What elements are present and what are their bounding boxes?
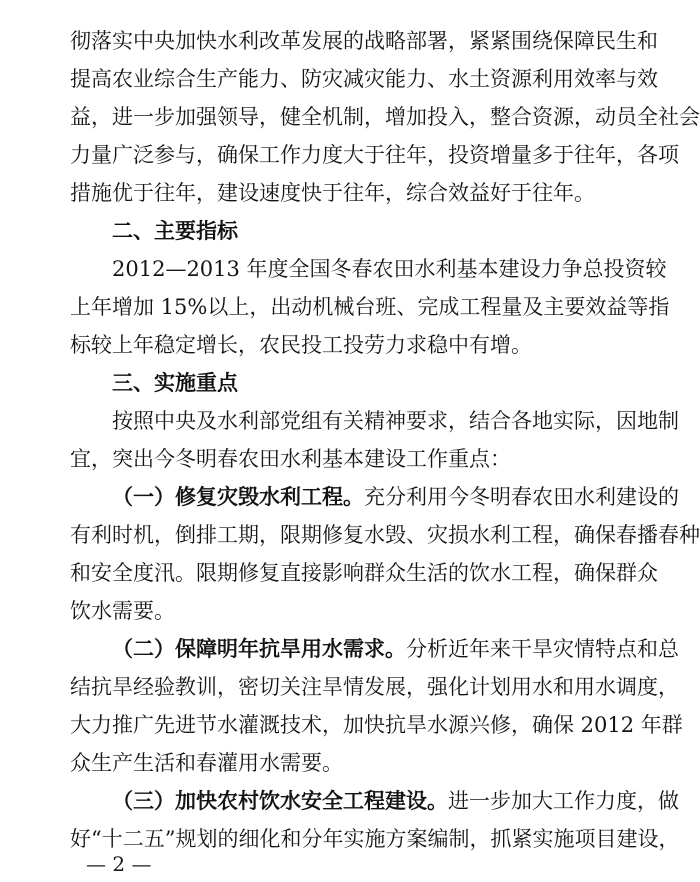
section-heading: 二、主要指标 (112, 219, 238, 243)
paragraph-line: 按照中央及水利部党组有关精神要求，结合各地实际，因地制 (112, 409, 679, 433)
item-title: （一）修复灾毁水利工程。 (112, 485, 364, 509)
item-first-line (112, 636, 679, 662)
page-number: — 2 — (86, 852, 152, 876)
item-text: 分析近年来干旱灾情特点和总 (406, 637, 679, 661)
paragraph-line: 2012—2013 年度全国冬春农田水利基本建设力争总投资较 (112, 257, 667, 281)
paragraph-line: 益，进一步加强领导，健全机制，增加投入，整合资源，动员全社会 (70, 105, 700, 129)
paragraph-line: 饮水需要。 (70, 599, 175, 623)
item-title: （三）加快农村饮水安全工程建设。 (112, 789, 448, 813)
item-text: 充分利用今冬明春农田水利建设的 (364, 485, 679, 509)
section-heading: 三、实施重点 (112, 371, 238, 395)
paragraph-line: 标较上年稳定增长，农民投工投劳力求稳中有增。 (70, 333, 532, 357)
paragraph-line: 好“十二五”规划的细化和分年实施方案编制，抓紧实施项目建设， (70, 827, 680, 851)
paragraph-line: 结抗旱经验教训，密切关注旱情发展，强化计划用水和用水调度， (70, 675, 679, 699)
item-text: 进一步加大工作力度，做 (448, 789, 679, 813)
item-title: （二）保障明年抗旱用水需求。 (112, 637, 406, 661)
paragraph-line: 彻落实中央加快水利改革发展的战略部署，紧紧围绕保障民生和 (70, 29, 658, 53)
item-first-line (112, 484, 679, 510)
paragraph-line: 有利时机，倒排工期，限期修复水毁、灾损水利工程，确保春播春种 (70, 523, 700, 547)
paragraph-line: 措施优于往年，建设速度快于往年，综合效益好于往年。 (70, 181, 595, 205)
paragraph-line: 力量广泛参与，确保工作力度大于往年，投资增量多于往年，各项 (70, 143, 679, 167)
paragraph-line: 和安全度汛。限期修复直接影响群众生活的饮水工程，确保群众 (70, 561, 658, 585)
paragraph-line: 大力推广先进节水灌溉技术，加快抗旱水源兴修，确保 2012 年群 (70, 713, 683, 737)
paragraph-line: 众生产生活和春灌用水需要。 (70, 751, 343, 775)
paragraph-line: 宜，突出今冬明春农田水利基本建设工作重点： (70, 447, 511, 471)
paragraph-line: 上年增加 15%以上，出动机械台班、完成工程量及主要效益等指 (70, 295, 670, 319)
item-first-line (112, 788, 679, 814)
paragraph-line: 提高农业综合生产能力、防灾减灾能力、水土资源利用效率与效 (70, 67, 658, 91)
